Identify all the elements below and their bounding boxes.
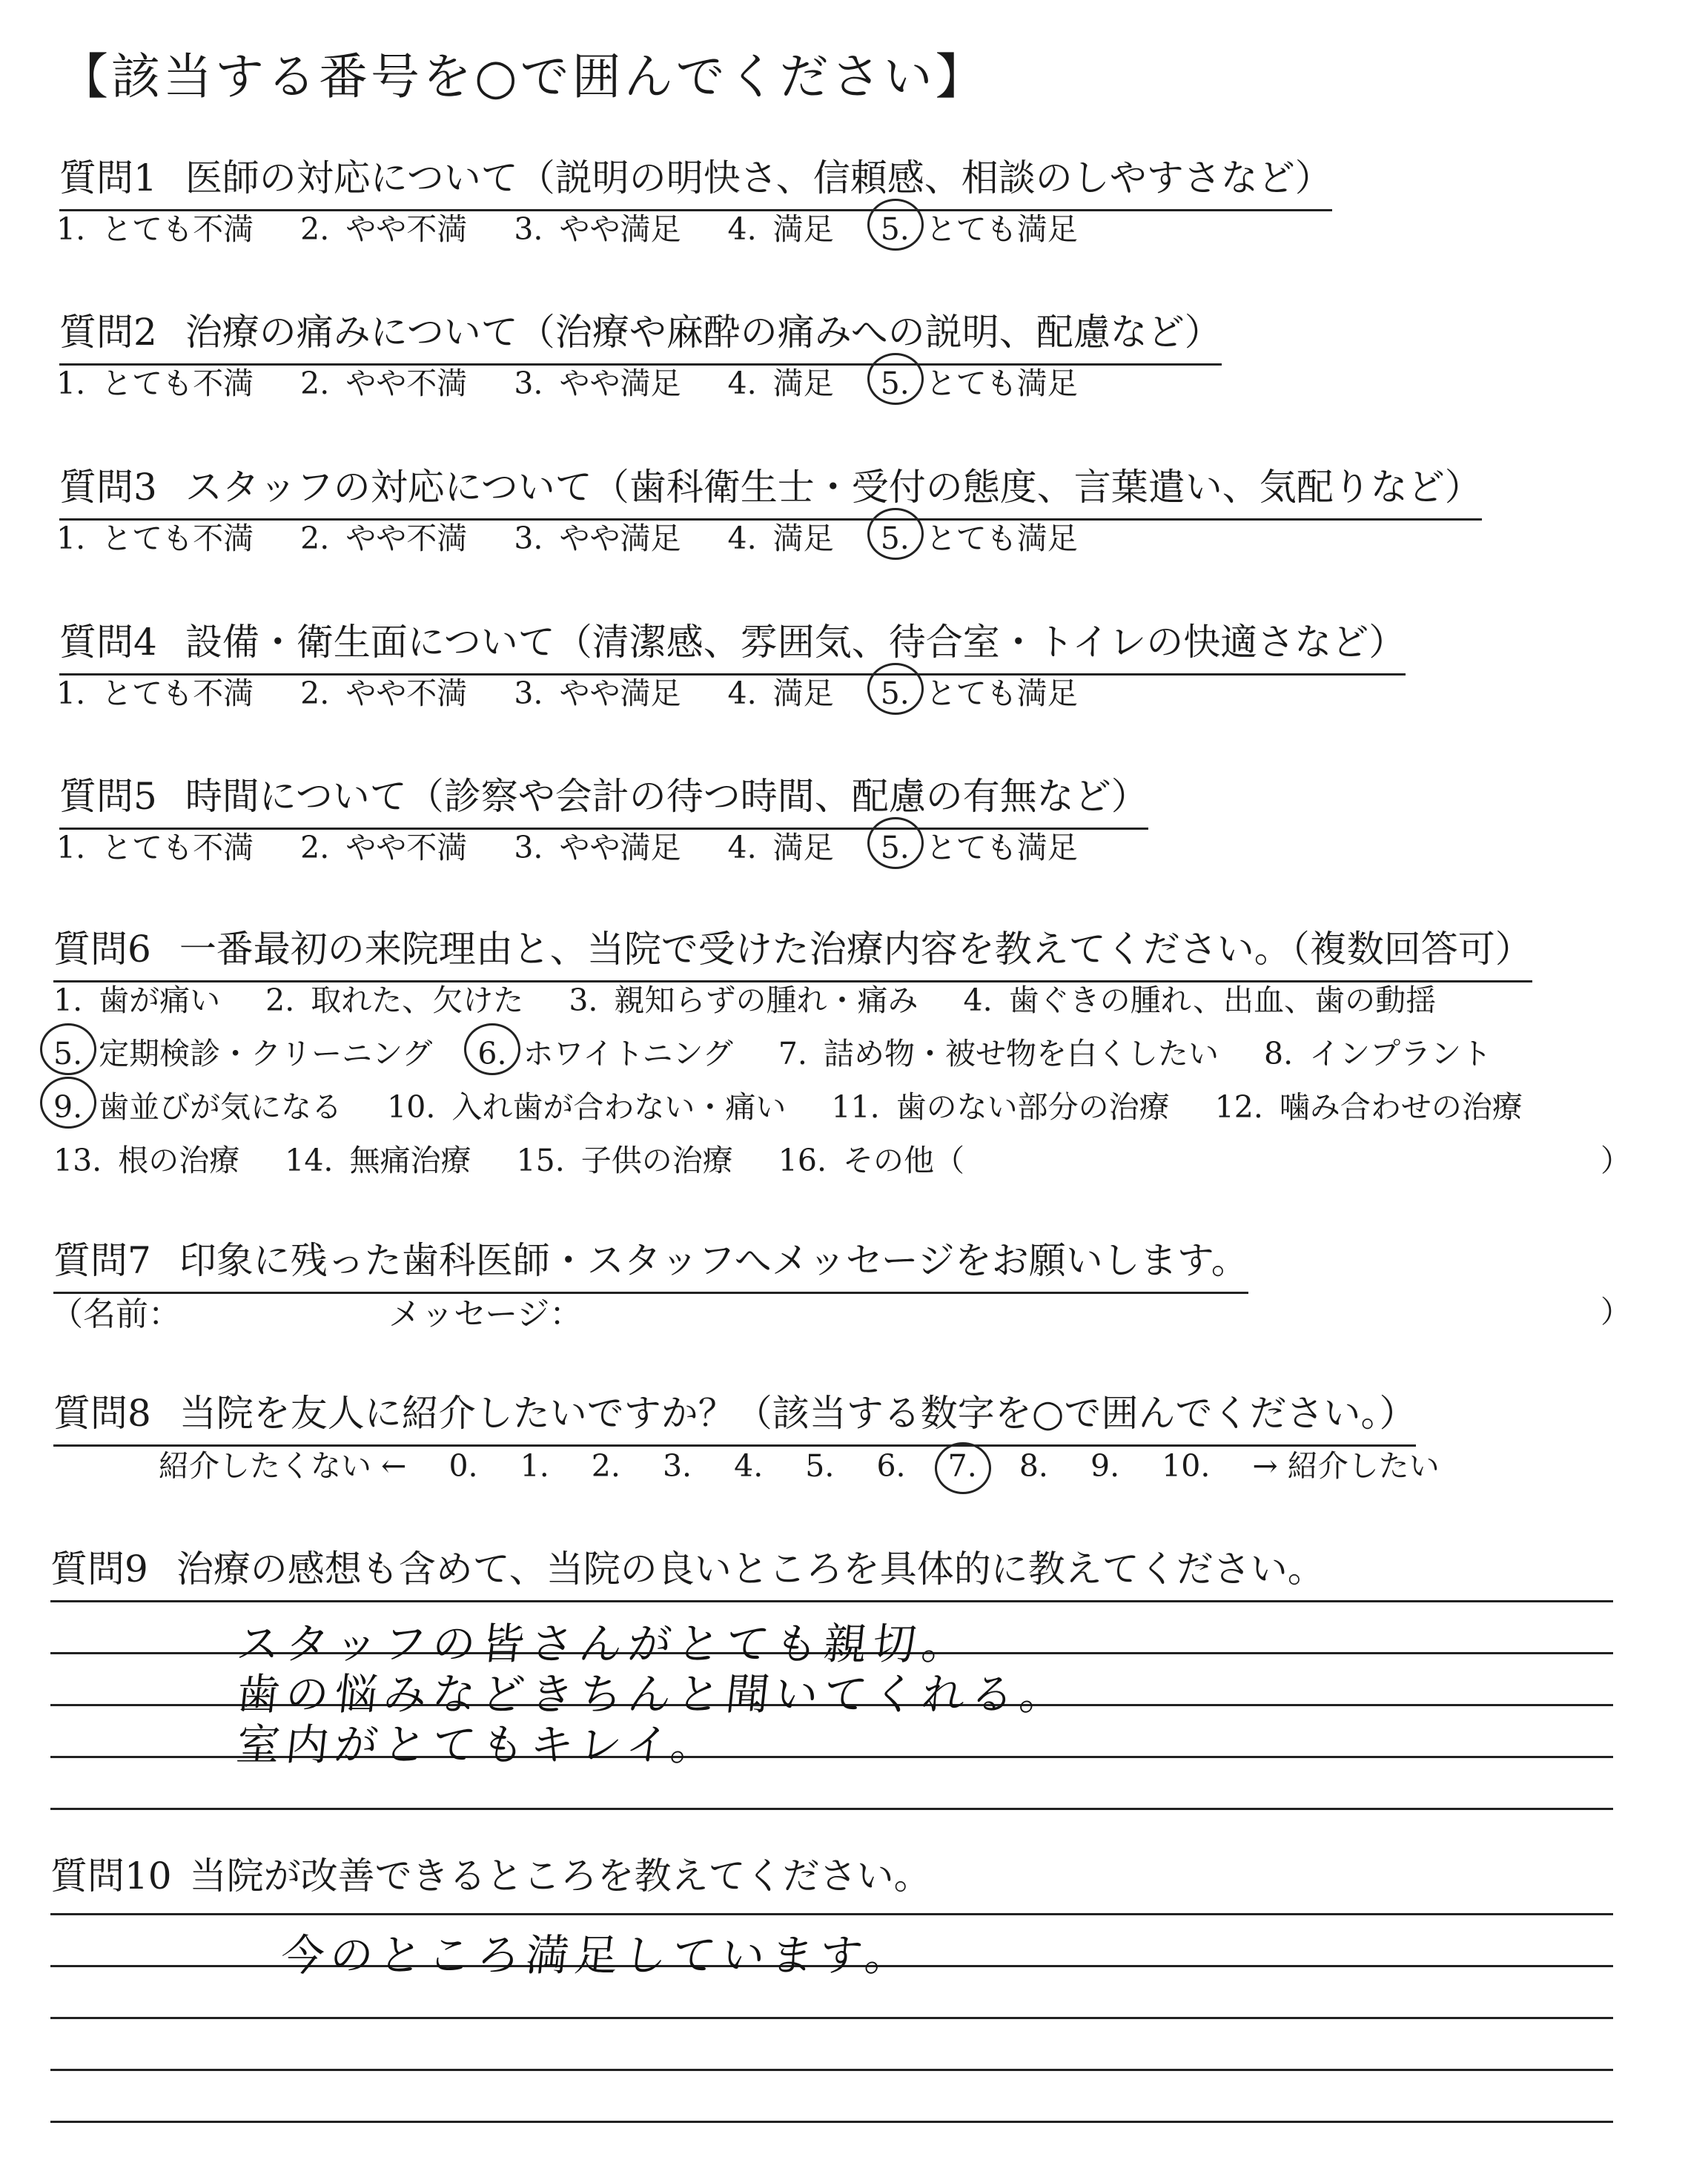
q9-handwritten-line-2[interactable]: 歯の悩みなどきちんと聞いてくれる。 <box>234 1669 1072 1720</box>
treatment-option-11[interactable]: 11. 歯のない部分の治療 <box>831 1089 1170 1125</box>
rating-option-5-circled[interactable]: 5. とても満足 <box>881 359 1078 403</box>
q9-handwritten-line-3[interactable]: 室内がとてもキレイ。 <box>234 1720 723 1770</box>
rating-option-2[interactable]: 2. やや不満 <box>300 830 468 865</box>
question-1-number: 質問1 <box>59 156 157 199</box>
rating-option-2[interactable]: 2. やや不満 <box>300 366 468 401</box>
rating-option-1[interactable]: 1. とても不満 <box>56 830 254 865</box>
rating-option-2[interactable]: 2. やや不満 <box>300 211 468 247</box>
rating-scale <box>56 359 1115 403</box>
answer-line <box>50 1600 1613 1602</box>
question-10-number: 質問10 <box>50 1855 172 1898</box>
rating-option-4[interactable]: 4. 満足 <box>727 521 834 556</box>
treatment-option-12[interactable]: 12. 噛み合わせの治療 <box>1214 1089 1523 1125</box>
rating-option-3[interactable]: 3. やや満足 <box>514 521 681 556</box>
question-7-title <box>53 1231 1248 1294</box>
question-6-number: 質問6 <box>53 928 151 971</box>
rating-option-5-circled[interactable]: 5. とても満足 <box>881 514 1078 558</box>
recommend-scale <box>159 1441 1472 1485</box>
treatment-option-8[interactable]: 8. インプラント <box>1264 1036 1492 1071</box>
recommend-5[interactable]: 5. <box>805 1448 835 1484</box>
rating-option-5-circled[interactable]: 5. とても満足 <box>881 823 1078 867</box>
question-4-text: 設備・衛生面について（清潔感、雰囲気、待合室・トイレの快適さなど） <box>185 621 1406 664</box>
treatment-option-2[interactable]: 2. 取れた、欠けた <box>265 982 524 1018</box>
treatment-options-row-1 <box>53 976 1472 1020</box>
recommend-right-label: → 紹介したい <box>1252 1448 1440 1484</box>
treatment-options-row-3 <box>53 1083 1558 1126</box>
treatment-option-5-circled[interactable]: 5. 定期検診・クリーニング <box>53 1029 432 1073</box>
treatment-option-6-circled[interactable]: 6. ホワイトニング <box>477 1029 732 1073</box>
answer-line <box>50 2121 1613 2123</box>
treatment-option-4[interactable]: 4. 歯ぐきの腫れ、出血、歯の動揺 <box>963 982 1437 1018</box>
answer-line <box>50 1913 1613 1915</box>
rating-option-4[interactable]: 4. 満足 <box>727 366 834 401</box>
answer-line <box>50 2069 1613 2071</box>
question-5-text: 時間について（診察や会計の待つ時間、配慮の有無など） <box>185 775 1148 818</box>
recommend-2[interactable]: 2. <box>591 1448 620 1484</box>
question-9-title <box>50 1539 1325 1593</box>
message-field-label[interactable]: メッセージ： <box>388 1295 583 1333</box>
question-6-title <box>53 919 1532 982</box>
q10-handwritten-line-1[interactable]: 今のところ満足しています。 <box>278 1930 917 1981</box>
question-4-number: 質問4 <box>59 621 157 664</box>
message-close-paren: ） <box>1601 1294 1631 1330</box>
question-5-number: 質問5 <box>59 775 157 818</box>
recommend-left-label: 紹介したくない ← <box>159 1448 407 1484</box>
rating-option-4[interactable]: 4. 満足 <box>727 211 834 247</box>
question-3-number: 質問3 <box>59 466 157 509</box>
rating-option-1[interactable]: 1. とても不満 <box>56 366 254 401</box>
question-10-text: 当院が改善できるところを教えてください。 <box>189 1855 931 1898</box>
treatment-option-14[interactable]: 14. 無痛治療 <box>285 1143 471 1178</box>
treatment-option-10[interactable]: 10. 入れ歯が合わない・痛い <box>387 1089 787 1125</box>
question-7-number: 質問7 <box>53 1239 151 1282</box>
recommend-8[interactable]: 8. <box>1019 1448 1048 1484</box>
answer-line <box>50 2017 1613 2019</box>
question-8-title <box>53 1384 1416 1447</box>
rating-option-4[interactable]: 4. 満足 <box>727 830 834 865</box>
recommend-4[interactable]: 4. <box>734 1448 764 1484</box>
rating-option-4[interactable]: 4. 満足 <box>727 676 834 711</box>
question-3-text: スタッフの対応について（歯科衛生士・受付の態度、言葉遣い、気配りなど） <box>185 466 1482 509</box>
rating-option-5-circled[interactable]: 5. とても満足 <box>881 669 1078 713</box>
recommend-10[interactable]: 10. <box>1162 1448 1211 1484</box>
other-close-paren: ） <box>1601 1143 1631 1178</box>
question-2-text: 治療の痛みについて（治療や麻酔の痛みへの説明、配慮など） <box>185 311 1222 354</box>
question-2-title <box>59 303 1222 366</box>
rating-option-2[interactable]: 2. やや不満 <box>300 676 468 711</box>
rating-option-3[interactable]: 3. やや満足 <box>514 366 681 401</box>
rating-option-3[interactable]: 3. やや満足 <box>514 830 681 865</box>
rating-option-1[interactable]: 1. とても不満 <box>56 521 254 556</box>
rating-option-3[interactable]: 3. やや満足 <box>514 211 681 247</box>
question-3-title <box>59 458 1482 521</box>
question-1-title <box>59 148 1332 211</box>
rating-scale <box>56 823 1115 867</box>
recommend-7-circled[interactable]: 7. <box>947 1448 977 1484</box>
rating-scale <box>56 669 1115 713</box>
treatment-option-1[interactable]: 1. 歯が痛い <box>53 982 221 1018</box>
question-7-text: 印象に残った歯科医師・スタッフへメッセージをお願いします。 <box>179 1239 1248 1282</box>
rating-scale <box>56 514 1115 558</box>
rating-option-5-circled[interactable]: 5. とても満足 <box>881 205 1078 248</box>
question-10-title <box>50 1846 931 1900</box>
treatment-option-3[interactable]: 3. 親知らずの腫れ・痛み <box>569 982 918 1018</box>
q9-handwritten-line-1[interactable]: スタッフの皆さんがとても親切。 <box>234 1619 974 1669</box>
treatment-options-row-2 <box>53 1029 1527 1073</box>
question-6-text: 一番最初の来院理由と、当院で受けた治療内容を教えてください。（複数回答可） <box>179 928 1532 971</box>
rating-option-1[interactable]: 1. とても不満 <box>56 676 254 711</box>
question-1-text: 医師の対応について（説明の明快さ、信頼感、相談のしやすさなど） <box>185 156 1332 199</box>
rating-scale <box>56 205 1115 248</box>
treatment-option-9-circled[interactable]: 9. 歯並びが気になる <box>53 1083 342 1126</box>
page-title: 【該当する番号を○で囲んでください】 <box>59 48 987 105</box>
recommend-9[interactable]: 9. <box>1090 1448 1120 1484</box>
question-4-title <box>59 612 1406 676</box>
treatment-option-13[interactable]: 13. 根の治療 <box>53 1143 240 1178</box>
question-9-text: 治療の感想も含めて、当院の良いところを具体的に教えてください。 <box>176 1548 1325 1591</box>
recommend-0[interactable]: 0. <box>448 1448 478 1484</box>
answer-line <box>50 1808 1613 1810</box>
question-2-number: 質問2 <box>59 311 157 354</box>
treatment-option-15[interactable]: 15. 子供の治療 <box>516 1143 733 1178</box>
rating-option-2[interactable]: 2. やや不満 <box>300 521 468 556</box>
recommend-1[interactable]: 1. <box>520 1448 549 1484</box>
recommend-6[interactable]: 6. <box>876 1448 906 1484</box>
question-5-title <box>59 767 1148 830</box>
question-8-number: 質問8 <box>53 1392 151 1435</box>
rating-option-3[interactable]: 3. やや満足 <box>514 676 681 711</box>
question-8-text: 当院を友人に紹介したいですか？（該当する数字を○で囲んでください。） <box>179 1392 1417 1435</box>
rating-option-1[interactable]: 1. とても不満 <box>56 211 254 247</box>
treatment-options-row-4 <box>53 1136 1000 1180</box>
treatment-option-16-other[interactable]: 16. その他（ <box>778 1143 965 1178</box>
name-field-label[interactable]: （名前： <box>50 1295 181 1333</box>
recommend-3[interactable]: 3. <box>662 1448 692 1484</box>
question-9-number: 質問9 <box>50 1548 148 1591</box>
treatment-option-7[interactable]: 7. 詰め物・被せ物を白くしたい <box>778 1036 1219 1071</box>
